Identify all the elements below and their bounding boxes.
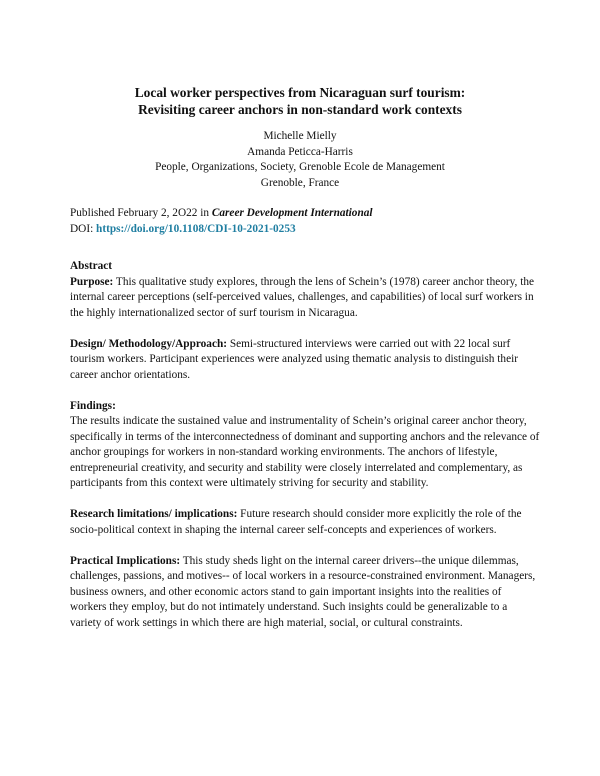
limitations-label: Research limitations/ implications: <box>70 508 238 520</box>
journal-name: Career Development International <box>211 207 373 219</box>
title-line-1: Local worker perspectives from Nicaraguan surf tourism: <box>134 85 466 100</box>
published-line <box>70 206 540 222</box>
author-name-2: Amanda Peticca-Harris <box>247 145 353 158</box>
title-line-2: Revisiting career anchors in non-standard work contexts <box>138 102 462 117</box>
findings-label: Findings: <box>70 399 116 412</box>
abstract-practical <box>70 554 540 632</box>
abstract-design <box>70 337 540 384</box>
purpose-label: Purpose: <box>70 275 114 288</box>
doi-label: DOI: <box>70 222 97 235</box>
publication-info <box>70 206 540 237</box>
author-block <box>70 129 530 191</box>
practical-label: Practical Implications: <box>70 554 181 567</box>
doi-line <box>70 222 540 238</box>
author-name-1: Michelle Mielly <box>263 130 337 142</box>
paper-title <box>70 84 530 118</box>
practical-text: This study sheds light on the internal career drivers--the unique dilemmas, challenges, passions, and motives-- of local workers in a resource-constrained environment. Managers, business owners, and other economic actors stand to gain important insights into the realities of workers they employ, but do not intimately understand. Such insights could be generalizable to a variety of work settings in which there are high material, social, or cultural constraints. <box>70 554 536 629</box>
abstract-heading: Abstract <box>70 260 113 272</box>
purpose-text: This qualitative study explores, through the lens of Schein’s (1978) career anchor theory, the internal career perceptions (self-perceived values, challenges, and capabilities) of local surf workers in the highly internationalized sector of surf tourism in Nicaragua. <box>70 275 535 319</box>
author-affiliation: People, Organizations, Society, Grenoble Ecole de Management <box>155 161 445 173</box>
limitations-text: Future research should consider more explicitly the role of the socio-political context in shaping the internal career self-concepts and experiences of workers. <box>70 508 522 536</box>
design-label: Design/ Methodology/Approach: <box>70 337 228 350</box>
abstract-section <box>70 259 540 647</box>
design-text: Semi-structured interviews were carried out with 22 local surf tourism workers. Participant experiences were analyzed using thematic analysis to distinguish their career anchor orientations. <box>70 337 518 381</box>
author-location: Grenoble, France <box>260 176 340 189</box>
published-prefix: Published February 2, 2O22 in <box>70 207 212 219</box>
abstract-limitations <box>70 507 540 538</box>
abstract-findings <box>70 399 540 492</box>
doi-link[interactable]: https://doi.org/10.1108/CDI-10-2021-0253 <box>96 222 296 235</box>
abstract-purpose <box>70 259 540 321</box>
findings-text: The results indicate the sustained value and instrumentality of Schein’s original career anchor theory, specifically in terms of the interconnectedness of dominant and supporting anchors and the relevance of anchor groupings for workers in non-standard working environments. The anchors of lifestyle, entrepreneurial creativity, and security and stability were closely interrelated and complementary, as participants from this context were ultimately striving for security and stability. <box>70 415 540 489</box>
